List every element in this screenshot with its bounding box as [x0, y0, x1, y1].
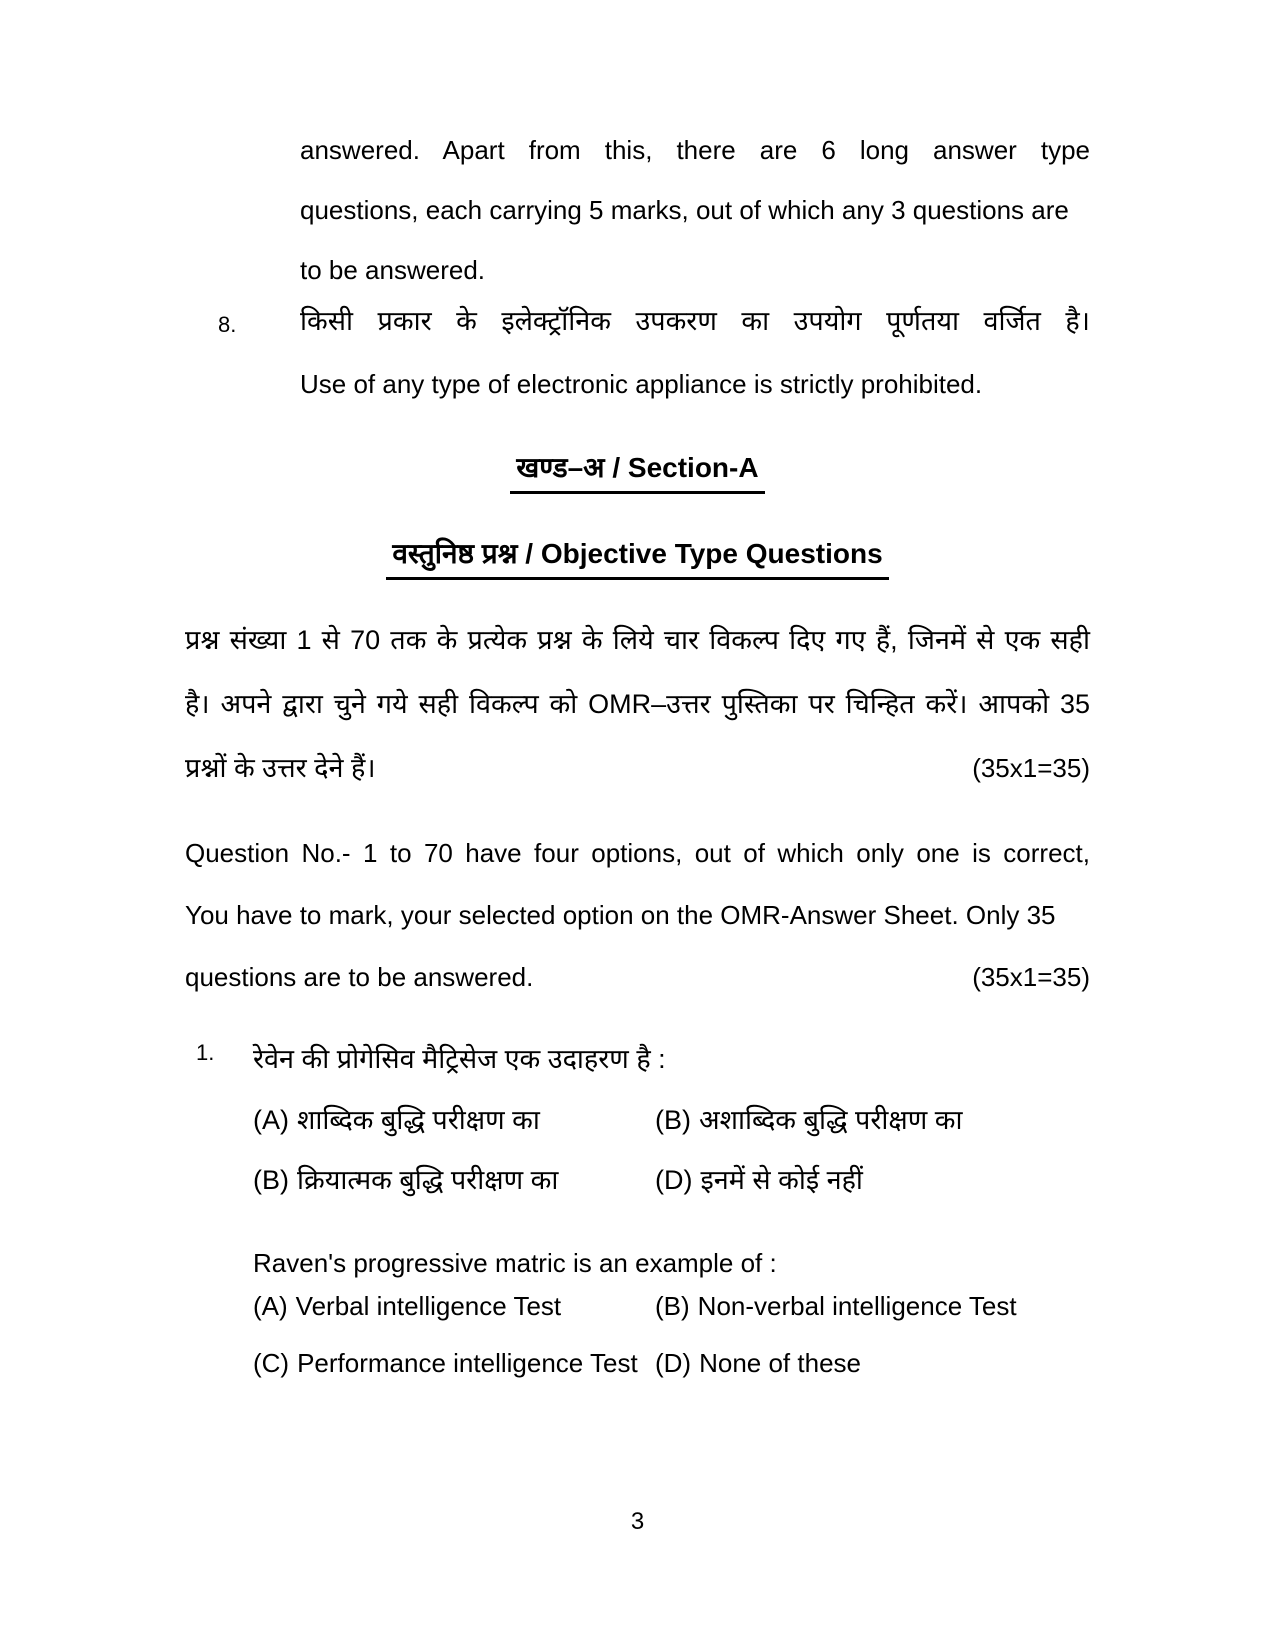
option-a-hindi	[253, 1090, 655, 1150]
question-1-hindi-stem: रेवेन की प्रोगेसिव मैट्रिसेज एक उदाहरण है :	[253, 1044, 666, 1074]
option-d-english	[655, 1335, 1093, 1392]
section-heading-text: खण्ड–अ / Section-A	[510, 448, 764, 494]
intro-paragraph-line-2: questions, each carrying 5 marks, out of which any 3 questions are	[300, 195, 1069, 225]
subsection-heading	[0, 534, 1275, 580]
option-c-english	[253, 1335, 655, 1392]
option-d-hindi	[655, 1150, 1093, 1210]
option-b-hindi-text: अशाब्दिक बुद्धि परीक्षण का	[699, 1105, 963, 1135]
option-b-hindi	[655, 1090, 1093, 1150]
english-marks-value: (35x1=35)	[972, 962, 1090, 992]
instruction-8-hindi: किसी प्रकार के इलेक्ट्रॉनिक उपकरण का उपयोग पूर्णतया वर्जित है।	[300, 306, 1090, 336]
option-d-english-label: (D)	[655, 1348, 692, 1378]
instruction-8-number: 8.	[218, 312, 237, 337]
option-c-hindi-text: क्रियात्मक बुद्धि परीक्षण का	[297, 1165, 559, 1195]
option-b-english-text: Non-verbal intelligence Test	[697, 1291, 1017, 1321]
option-d-hindi-text: इनमें से कोई नहीं	[700, 1165, 863, 1195]
option-c-english-text: Performance intelligence Test	[297, 1348, 638, 1378]
hindi-instructions-line-2: है। अपने द्वारा चुने गये सही विकल्प को OMR–उत्तर पुस्तिका पर चिन्हित करें। आपको 35	[185, 689, 1090, 719]
instruction-8-english: Use of any type of electronic appliance is strictly prohibited.	[300, 369, 983, 399]
subsection-heading-text: वस्तुनिष्ठ प्रश्न / Objective Type Questions	[386, 534, 888, 580]
option-a-english-label: (A)	[253, 1291, 288, 1321]
instruction-8	[300, 290, 1090, 416]
hindi-marks-value: (35x1=35)	[972, 753, 1090, 783]
option-c-english-label: (C)	[253, 1348, 290, 1378]
question-1-number: 1.	[196, 1040, 215, 1065]
question-1-english-stem: Raven's progressive matric is an example of :	[253, 1248, 777, 1278]
question-1-hindi-options	[253, 1090, 1093, 1210]
hindi-instructions-line-1: प्रश्न संख्या 1 से 70 तक के प्रत्येक प्रश्न के लिये चार विकल्प दिए गए हैं, जिनमें से एक सही	[185, 625, 1090, 655]
page-number: 3	[630, 1508, 645, 1535]
option-b-english	[655, 1278, 1093, 1335]
english-instructions-paragraph	[185, 822, 1090, 1008]
english-instructions-line-1: Question No.- 1 to 70 have four options, out of which only one is correct,	[185, 838, 1090, 868]
intro-paragraph-line-1: answered. Apart from this, there are 6 long answer type	[300, 135, 1090, 165]
option-a-hindi-text: शाब्दिक बुद्धि परीक्षण का	[297, 1105, 540, 1135]
question-1-english-options	[253, 1278, 1093, 1392]
option-a-english-text: Verbal intelligence Test	[295, 1291, 562, 1321]
hindi-instructions-line-3: प्रश्नों के उत्तर देने हैं।	[185, 753, 376, 783]
option-b-hindi-label: (B)	[655, 1105, 691, 1135]
option-b-english-label: (B)	[655, 1291, 690, 1321]
option-c-hindi-label: (B)	[253, 1165, 289, 1195]
intro-paragraph	[300, 120, 1090, 300]
option-a-english	[253, 1278, 655, 1335]
option-c-hindi	[253, 1150, 655, 1210]
english-instructions-line-2: You have to mark, your selected option on the OMR-Answer Sheet. Only 35	[185, 900, 1056, 930]
english-instructions-line-3: questions are to be answered.	[185, 962, 534, 992]
option-d-hindi-label: (D)	[655, 1165, 693, 1195]
option-d-english-text: None of these	[699, 1348, 861, 1378]
hindi-instructions-paragraph	[185, 608, 1090, 800]
intro-paragraph-line-3: to be answered.	[300, 255, 486, 285]
option-a-hindi-label: (A)	[253, 1105, 289, 1135]
section-heading	[0, 448, 1275, 494]
